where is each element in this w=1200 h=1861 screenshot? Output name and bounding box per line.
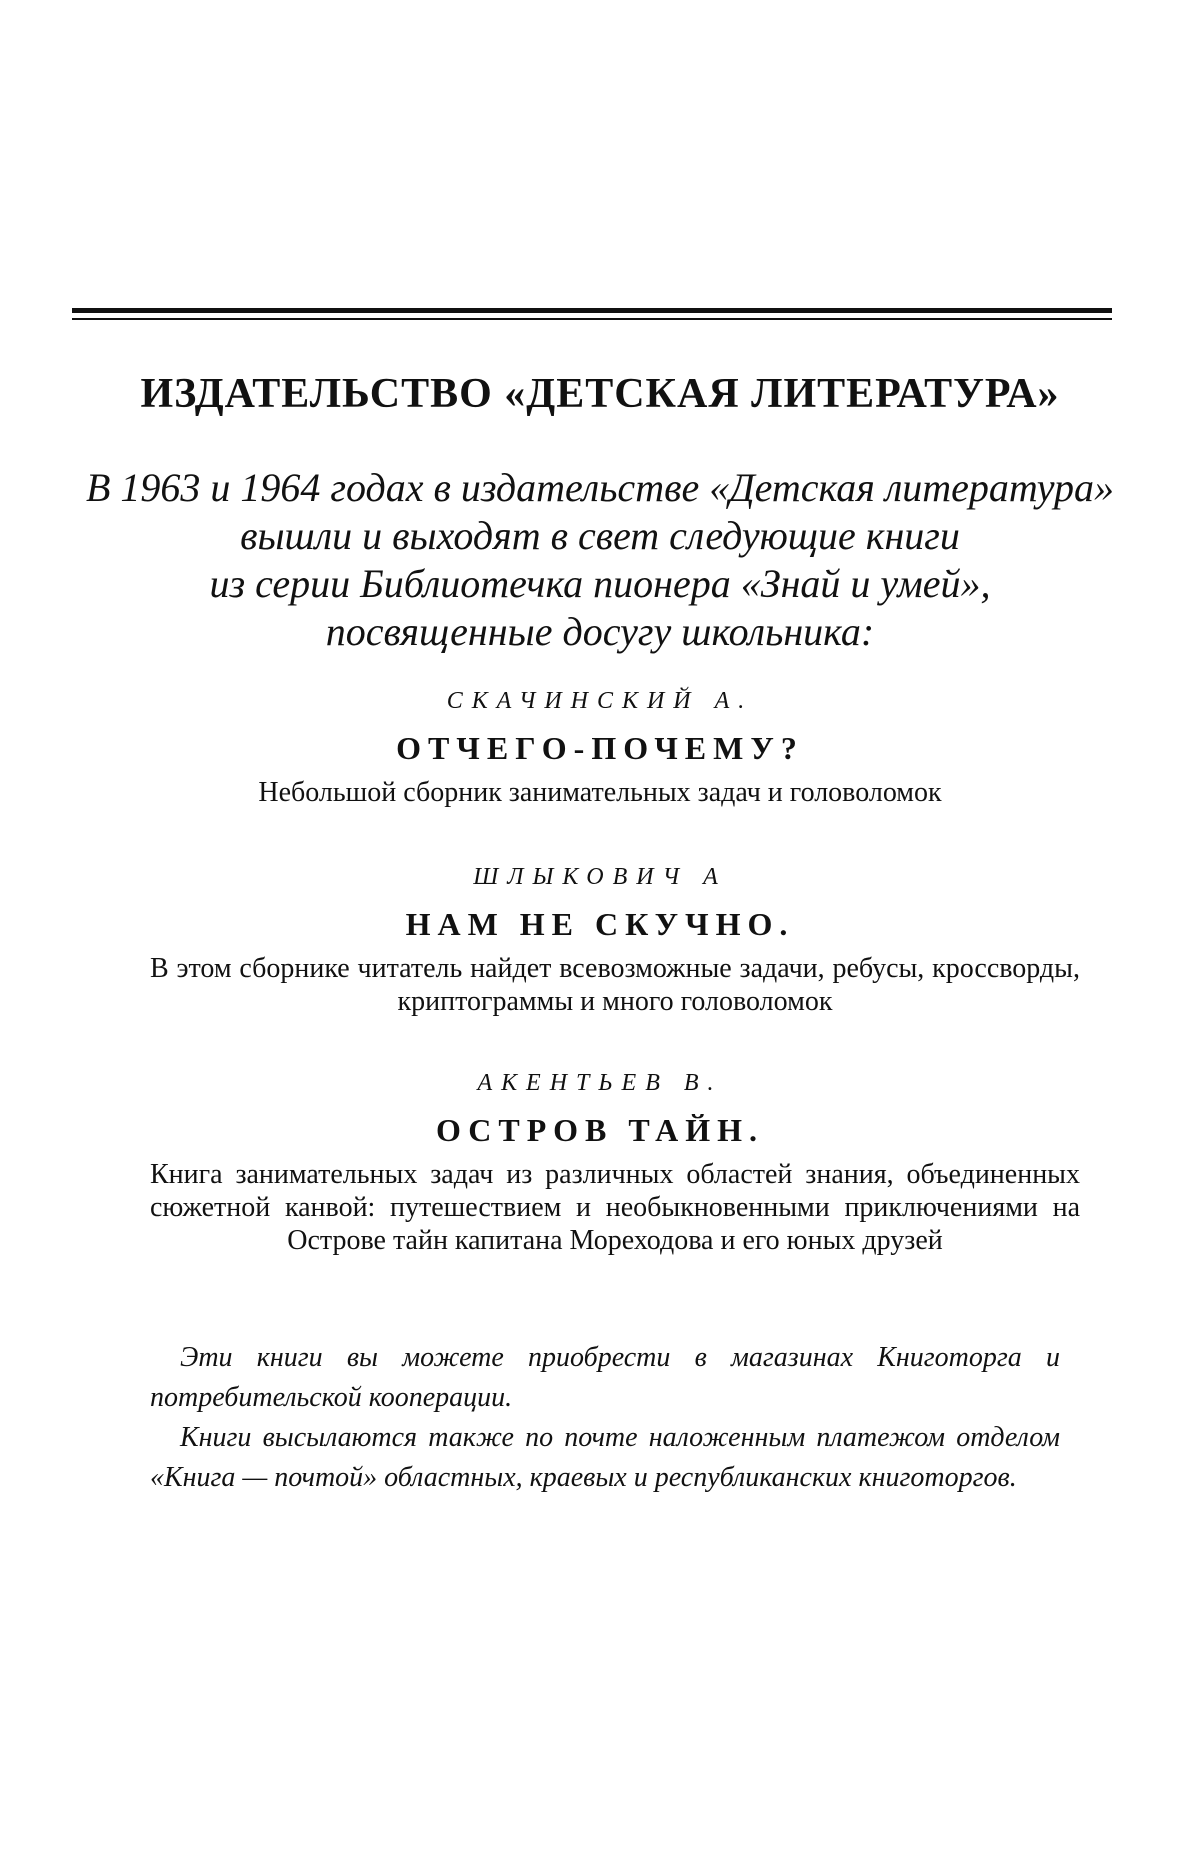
intro-line: вышли и выходят в свет следующие книги bbox=[240, 513, 960, 558]
purchase-notice: Эти книги вы можете приобрести в магазинах Книготорга и потребительской кооперации. bbox=[150, 1342, 1060, 1413]
top-rule-thick bbox=[72, 308, 1112, 313]
book-title: НАМ НЕ СКУЧНО. bbox=[405, 906, 795, 942]
intro-paragraph bbox=[60, 464, 1140, 656]
intro-line: В 1963 и 1964 годах в издательстве «Детская литература» bbox=[85, 465, 1115, 510]
intro-line: посвященные досугу школьника: bbox=[325, 609, 875, 654]
mail-order-notice: Книги высылаются также по почте наложенным платежом отделом «Книга — почтой» областных, краевых и республиканских книготоргов. bbox=[150, 1422, 1060, 1493]
book-author: АКЕНТЬЕВ В. bbox=[477, 1070, 723, 1096]
book-description: Книга занимательных задач из различных областей знания, объединенных сюжетной канвой: путешествием и необыкновенными приключениями на Острове тайн капитана Мореходова и его юных друзей bbox=[150, 1159, 1080, 1256]
book-description: В этом сборнике читатель найдет всевозможные задачи, ребусы, кроссворды, криптограммы и много головоломок bbox=[150, 953, 1080, 1017]
book-entry bbox=[0, 686, 1200, 809]
top-rule-thin bbox=[72, 318, 1112, 320]
publisher-heading: ИЗДАТЕЛЬСТВО «ДЕТСКАЯ ЛИТЕРАТУРА» bbox=[140, 371, 1060, 417]
book-title: ОСТРОВ ТАЙН. bbox=[436, 1112, 764, 1148]
book-author: ШЛЫКОВИЧ А bbox=[473, 864, 727, 890]
book-author: СКАЧИНСКИЙ А. bbox=[446, 688, 754, 714]
book-title: ОТЧЕГО-ПОЧЕМУ? bbox=[396, 730, 804, 766]
book-entry bbox=[0, 1068, 1200, 1257]
intro-line: из серии Библиотечка пионера «Знай и умей», bbox=[209, 561, 991, 606]
book-description: Небольшой сборник занимательных задач и головоломок bbox=[258, 777, 942, 808]
book-entry bbox=[0, 862, 1200, 1018]
